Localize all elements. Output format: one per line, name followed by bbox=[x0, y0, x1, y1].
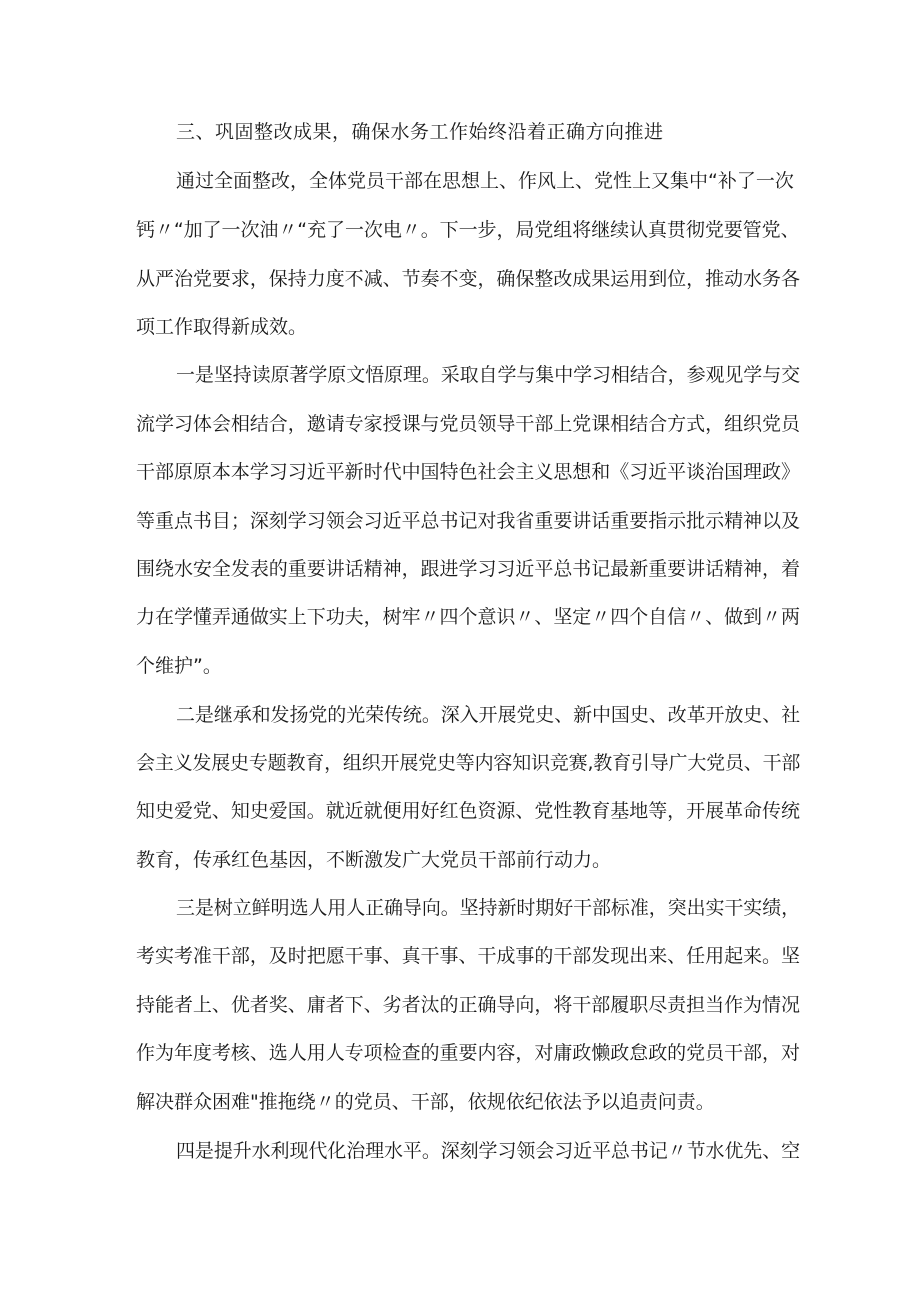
paragraph-line: 二是继承和发扬党的光荣传统。深入开展党史、新中国史、改革开放史、社 bbox=[176, 704, 801, 726]
paragraph-line: 流学习体会相结合，邀请专家授课与党员领导干部上党课相结合方式，组织党员 bbox=[136, 413, 800, 435]
paragraph-line: 持能者上、优者奖、庸者下、劣者汰的正确导向，将干部履职尽责担当作为情况 bbox=[136, 994, 800, 1016]
paragraph-line: 个维护”。 bbox=[136, 655, 222, 677]
section-heading: 三、巩固整改成果，确保水务工作始终沿着正确方向推进 bbox=[176, 121, 664, 143]
paragraph-line: 解决群众困难"推拖绕〃的党员、干部，依规依纪依法予以追责问责。 bbox=[136, 1091, 715, 1113]
paragraph-line: 力在学懂弄通做实上下功夫，树牢〃四个意识〃、坚定〃四个自信〃、做到〃两 bbox=[136, 606, 800, 628]
paragraph-line: 从严治党要求，保持力度不减、节奏不变，确保整改成果运用到位，推动水务各 bbox=[136, 268, 800, 290]
paragraph-line: 围绕水安全发表的重要讲话精神，跟进学习习近平总书记最新重要讲话精神，着 bbox=[136, 558, 800, 580]
paragraph-line: 四是提升水利现代化治理水平。深刻学习领会习近平总书记〃节水优先、空 bbox=[176, 1140, 801, 1162]
paragraph-line: 干部原原本本学习习近平新时代中国特色社会主义思想和《习近平谈治国理政》 bbox=[136, 461, 800, 483]
paragraph-line: 一是坚持读原著学原文悟原理。采取自学与集中学习相结合，参观见学与交 bbox=[176, 364, 801, 386]
paragraph-line: 三是树立鲜明选人用人正确导向。坚持新时期好干部标准，突出实干实绩， bbox=[176, 897, 801, 919]
paragraph-line: 项工作取得新成效。 bbox=[136, 316, 308, 338]
paragraph-line: 考实考准干部，及时把愿干事、真干事、干成事的干部发现出来、任用起来。坚 bbox=[136, 945, 800, 967]
paragraph-line: 作为年度考核、选人用人专项检查的重要内容，对庸政懒政怠政的党员干部，对 bbox=[136, 1042, 800, 1064]
paragraph-line: 教育，传承红色基因，不断激发广大党员干部前行动力。 bbox=[136, 849, 612, 871]
paragraph-line: 通过全面整改，全体党员干部在思想上、作风上、党性上又集中“补了一次 bbox=[176, 170, 794, 192]
paragraph-line: 会主义发展史专题教育，组织开展党史等内容知识竞赛,教育引导广大党员、干部 bbox=[136, 752, 801, 774]
paragraph-line: 等重点书目；深刻学习领会习近平总书记对我省重要讲话重要指示批示精神以及 bbox=[136, 510, 800, 532]
paragraph-line: 钙〃“加了一次油〃“充了一次电〃。下一步，局党组将继续认真贯彻党要管党、 bbox=[136, 219, 800, 241]
paragraph-line: 知史爱党、知史爱国。就近就便用好红色资源、党性教育基地等，开展革命传统 bbox=[136, 800, 800, 822]
